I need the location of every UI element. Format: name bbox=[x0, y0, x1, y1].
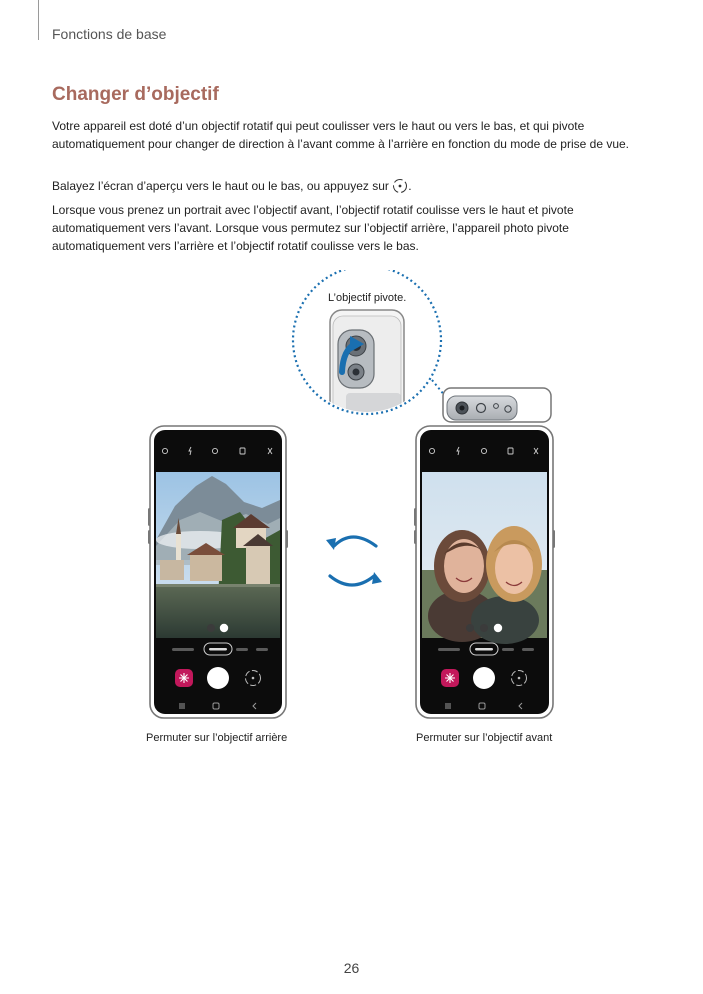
shutter-button bbox=[207, 667, 229, 689]
page-number: 26 bbox=[343, 960, 360, 976]
shutter-button bbox=[473, 667, 495, 689]
paragraph-lens-description: Votre appareil est doté d’un objectif rotatif qui peut coulisser vers le haut ou vers le bas, et qui pivote automatiquement pour changer de direction à l’avant comme à l’arrière en fonction du mode de prise de vue. bbox=[52, 119, 630, 151]
caption-rear-lens: Permuter sur l’objectif arrière bbox=[146, 732, 288, 744]
caption-front-lens: Permuter sur l’objectif avant bbox=[416, 732, 553, 744]
phone-front-lens bbox=[414, 388, 555, 718]
section-title: Changer d’objectif bbox=[52, 84, 219, 105]
switch-camera-icon bbox=[392, 178, 408, 194]
paragraph-swipe-instruction bbox=[52, 177, 637, 195]
callout-label: L’objectif pivote. bbox=[328, 292, 407, 304]
rotate-arrows-icon bbox=[326, 537, 382, 585]
margin-rule bbox=[38, 0, 39, 40]
bixby-vision-icon bbox=[466, 624, 502, 632]
running-header: Fonctions de base bbox=[52, 26, 167, 42]
phone-rear-lens bbox=[148, 426, 288, 718]
paragraph-swipe-end: . bbox=[408, 179, 412, 193]
lens-rotation-illustration bbox=[0, 270, 703, 760]
paragraph-swipe-text: Balayez l’écran d’aperçu vers le haut ou le bas, ou appuyez sur bbox=[52, 179, 393, 193]
paragraph-portrait-rotation: Lorsque vous prenez un portrait avec l’objectif avant, l’objectif rotatif coulisse vers le haut et pivote automatiquement vers l’avant. Lorsque vous permutez sur l’objectif arrière, l’appareil photo pivote automatiquement vers l’arrière et l’objectif rotatif coulisse vers le bas. bbox=[52, 203, 574, 253]
